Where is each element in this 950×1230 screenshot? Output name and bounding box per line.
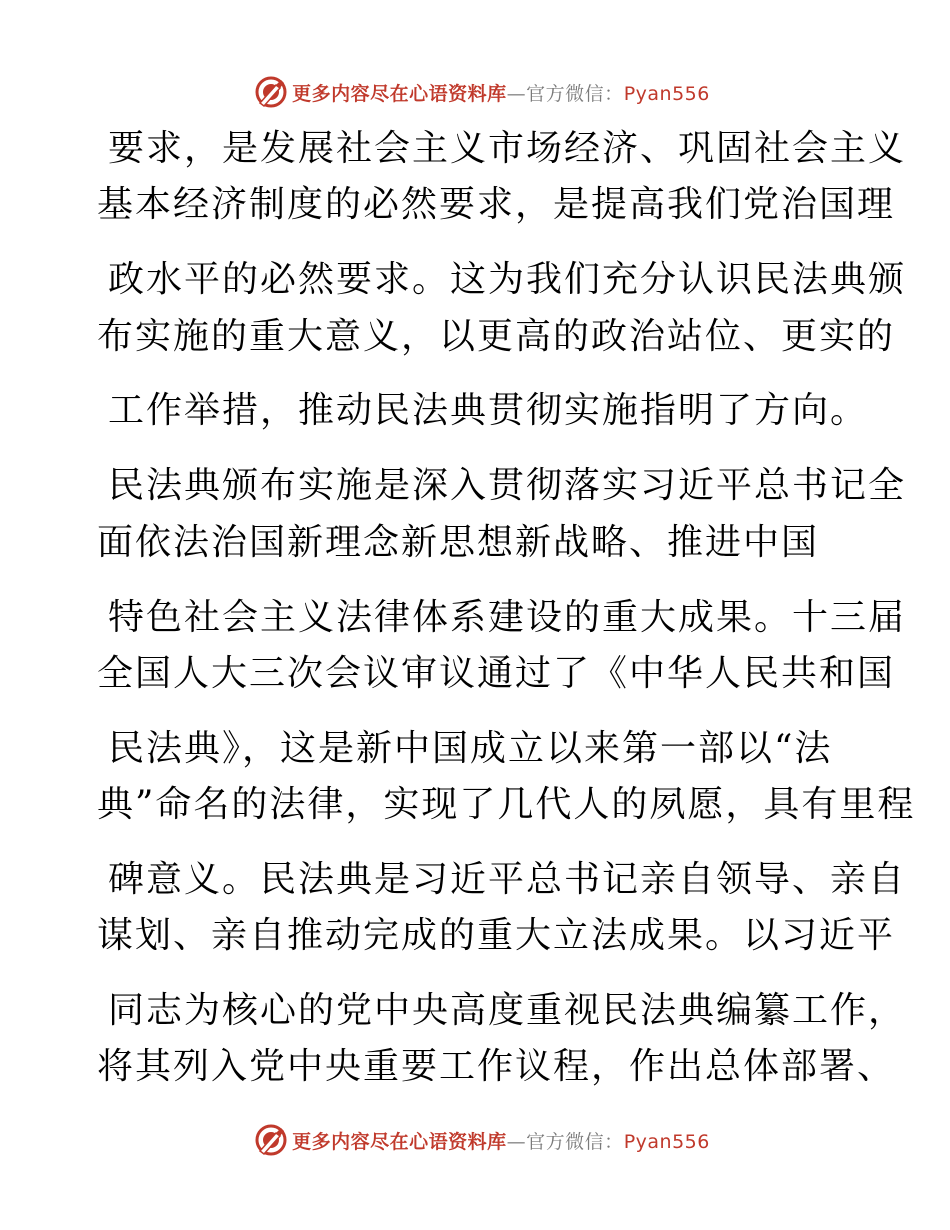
text-line: 民法典》，这是新中国成立以来第一部以“法 (108, 728, 833, 769)
text-line: 同志为核心的党中央高度重视民法典编纂工作， (108, 990, 907, 1031)
pen-logo-icon (254, 75, 288, 109)
text-line: 要求，是发展社会主义市场经济、巩固社会主义 (108, 128, 907, 169)
text-line: 特色社会主义法律体系建设的重大成果。十三届 (108, 597, 907, 638)
watermark-separator: — (506, 1130, 527, 1153)
watermark-account: Pyan556 (623, 82, 710, 105)
watermark-account: Pyan556 (623, 1130, 710, 1153)
text-line: 工作举措，推动民法典贯彻实施指明了方向。 (108, 390, 869, 431)
header-watermark (0, 72, 950, 112)
text-line: 典”命名的法律，实现了几代人的夙愿，具有里程 (97, 784, 916, 825)
watermark-text (292, 79, 710, 106)
watermark-group (254, 1123, 710, 1157)
footer-watermark (0, 1120, 950, 1160)
watermark-text (292, 1127, 710, 1154)
text-line: 谋划、亲自推动完成的重大立法成果。以习近平 (97, 915, 896, 956)
text-line: 基本经济制度的必然要求，是提高我们党治国理 (97, 184, 896, 225)
text-line: 布实施的重大意义，以更高的政治站位、更实的 (97, 316, 896, 357)
text-line: 面依法治国新理念新思想新战略、推进中国 (97, 522, 820, 563)
watermark-wechat-label: 官方微信： (526, 82, 624, 105)
text-line: 全国人大三次会议审议通过了《中华人民共和国 (97, 653, 896, 694)
watermark-separator: — (506, 82, 527, 105)
text-line: 政水平的必然要求。这为我们充分认识民法典颁 (108, 259, 907, 300)
text-line: 碑意义。民法典是习近平总书记亲自领导、亲自 (108, 859, 907, 900)
watermark-brand: 更多内容尽在心语资料库 (292, 1130, 507, 1153)
watermark-group (254, 75, 710, 109)
pen-logo-icon (254, 1123, 288, 1157)
watermark-brand: 更多内容尽在心语资料库 (292, 82, 507, 105)
text-line: 将其列入党中央重要工作议程，作出总体部署、 (97, 1046, 896, 1087)
text-line: 民法典颁布实施是深入贯彻落实习近平总书记全 (108, 465, 907, 506)
watermark-wechat-label: 官方微信： (526, 1130, 624, 1153)
